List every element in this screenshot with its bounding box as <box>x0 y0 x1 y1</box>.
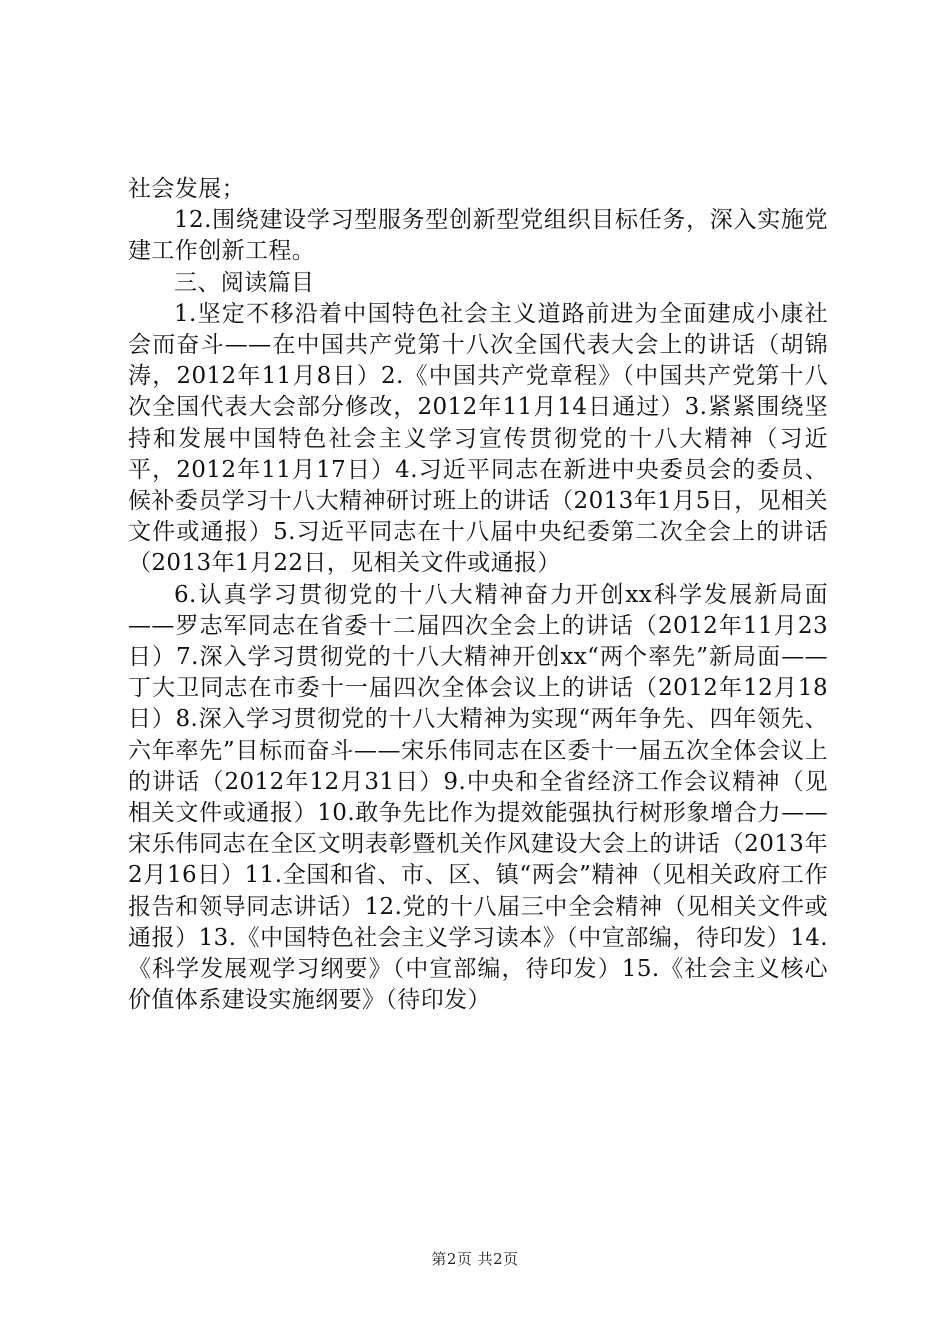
paragraph-item-12: 12.围绕建设学习型服务型创新型党组织目标任务，深入实施党建工作创新工程。 <box>128 207 828 265</box>
paragraph-reading-list-part-1: 1.坚定不移沿着中国特色社会主义道路前进为全面建成小康社会而奋斗——在中国共产党第十八次全国代表大会上的讲话（胡锦涛，2012年11月8日）2.《中国共产党章程》（中国共产党第十八次全国代表大会部分修改，2012年11月14日通过）3.紧紧围绕坚持和发展中国特色社会主义学习宣传贯彻党的十八大精神（习近平，2012年11月17日）4.习近平同志在新进中央委员会的委员、候补委员学习十八大精神研讨班上的讲话（2013年1月5日，见相关文件或通报）5.习近平同志在十八届中央纪委第二次全会上的讲话（2013年1月22日，见相关文件或通报） <box>128 300 828 577</box>
page-footer: 第2页 共2页 <box>431 1250 519 1268</box>
section-heading-reading-list: 三、阅读篇目 <box>174 269 315 296</box>
paragraph-reading-list-part-2: 6.认真学习贯彻党的十八大精神奋力开创xx科学发展新局面——罗志军同志在省委十二届四次全会上的讲话（2012年11月23日）7.深入学习贯彻党的十八大精神开创xx“两个率先”新局面——丁大卫同志在市委十一届四次全体会议上的讲话（2012年12月18日）8.深入学习贯彻党的十八大精神为实现“两年争先、四年领先、六年率先”目标而奋斗——宋乐伟同志在区委十一届五次全体会议上的讲话（2012年12月31日）9.中央和全省经济工作会议精神（见相关文件或通报）10.敢争先比作为提效能强执行树形象增合力——宋乐伟同志在全区文明表彰暨机关作风建设大会上的讲话（2013年2月16日）11.全国和省、市、区、镇“两会”精神（见相关政府工作报告和领导同志讲话）12.党的十八届三中全会精神（见相关文件或通报）13.《中国特色社会主义学习读本》（中宣部编，待印发）14.《科学发展观学习纲要》（中宣部编，待印发）15.《社会主义核心价值体系建设实施纲要》（待印发） <box>128 581 829 1014</box>
document-body <box>128 174 828 1016</box>
paragraph-continuation: 社会发展； <box>128 176 245 202</box>
